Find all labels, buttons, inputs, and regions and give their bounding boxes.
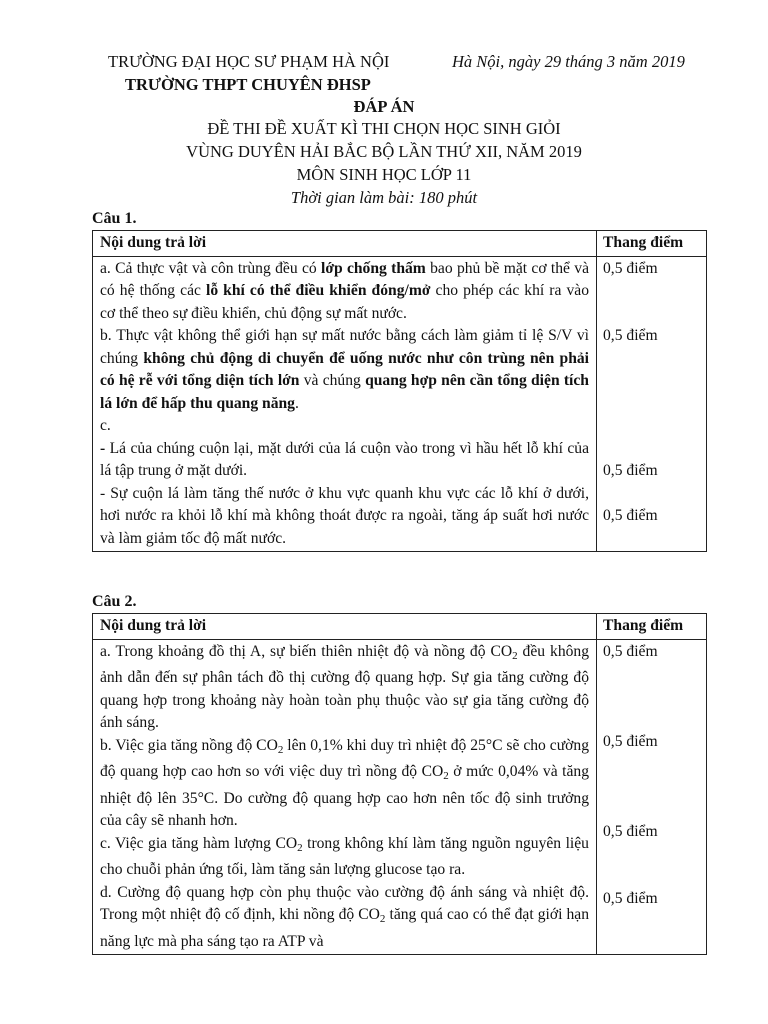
score-1b: 0,5 điểm — [603, 327, 658, 344]
content-column-header: Nội dung trả lời — [93, 231, 597, 257]
answer-1c-point-2: - Sự cuộn lá làm tăng thế nước ở khu vực quanh khu vực các lỗ khí ở dưới, hơi nước ra khỏi lỗ khí mà không thoát được ra ngoài, tăng áp suất hơi nước và làm giảm tốc độ mất nước. — [100, 484, 589, 547]
table-row — [93, 256, 707, 552]
table-header-row — [93, 614, 707, 640]
answer-2a: a. Trong khoảng đồ thị A, sự biến thiên nhiệt độ và nồng độ $CO_2$ đều không ảnh dẫn đến sự phân tách đồ thị cường độ quang hợp. Sự gia tăng cường độ quang hợp trong khoảng này hoàn toàn phụ thuộc vào sự gia tăng cường độ ánh sáng. — [100, 642, 590, 731]
score-2d: 0,5 điểm — [603, 890, 658, 907]
answer-1a: a. Cả thực vật và côn trùng đều có lớp chống thấm bao phủ bề mặt cơ thể và có hệ thống các lỗ khí có thể điều khiển đóng/mở cho phép các khí ra vào cơ thể theo sự điều khiển, chủ động sự mất nước. — [100, 259, 590, 322]
document-date: Hà Nội, ngày 29 tháng 3 năm 2019 — [452, 52, 685, 71]
score-2b: 0,5 điểm — [603, 732, 658, 750]
table-row — [93, 639, 707, 955]
score-2a: 0,5 điểm — [603, 642, 658, 660]
exam-subtitle: VÙNG DUYÊN HẢI BẮC BỘ LẦN THỨ XII, NĂM 2019 — [186, 142, 582, 161]
score-1c-b: 0,5 điểm — [603, 507, 658, 524]
score-column-header: Thang điểm — [597, 614, 707, 640]
answer-1b: b. Thực vật không thể giới hạn sự mất nước bằng cách làm giảm tỉ lệ S/V vì chúng không chủ động di chuyển để uống nước như côn trùng nên phải có hệ rễ với tổng diện tích lớn và chúng quang hợp nên cần tổng diện tích lá lớn để hấp thu quang năng. — [100, 327, 589, 412]
score-1c-a: 0,5 điểm — [603, 462, 658, 479]
score-cell — [597, 256, 707, 552]
university-name: TRƯỜNG ĐẠI HỌC SƯ PHẠM HÀ NỘI — [108, 52, 390, 71]
answer-2d: d. Cường độ quang hợp còn phụ thuộc vào cường độ ánh sáng và nhiệt độ. Trong một nhiệt độ cố định, khi nồng độ $CO_2$ tăng quá cao có thể đạt giới hạn năng lực mà pha sáng tạo ra ATP và — [100, 883, 590, 950]
answer-content-cell — [93, 639, 597, 955]
answer-1c-label: c. — [100, 417, 111, 434]
answer-content-cell — [93, 256, 597, 552]
subject-title: MÔN SINH HỌC LỚP 11 — [296, 165, 472, 184]
exam-duration: Thời gian làm bài: 180 phút — [290, 188, 478, 207]
question-1-table — [92, 230, 707, 552]
question-2-label: Câu 2. — [92, 593, 137, 610]
score-2c: 0,5 điểm — [603, 822, 658, 840]
answer-2c: c. Việc gia tăng hàm lượng $CO_2$ trong không khí làm tăng nguồn nguyên liệu cho chuỗi phản ứng tối, làm tăng sản lượng glucose tạo ra. — [100, 834, 589, 878]
table-header-row — [93, 231, 707, 257]
score-1a: 0,5 điểm — [603, 259, 658, 277]
content-column-header: Nội dung trả lời — [93, 614, 597, 640]
question-1-label: Câu 1. — [92, 210, 137, 227]
answer-1c-point-1: - Lá của chúng cuộn lại, mặt dưới của lá cuộn vào trong vì hầu hết lỗ khí của lá tập trung ở mặt dưới. — [100, 439, 589, 479]
answer-2b: b. Việc gia tăng nồng độ $CO_2$ lên 0,1% khi duy trì nhiệt độ 25°C sẽ cho cường độ quang hợp cao hơn so với việc duy trì nồng độ $CO_2$ ở mức 0,04% và tăng nhiệt độ lên 35°C. Do cường độ quang hợp cao hơn nên tốc độ sinh trưởng của cây sẽ nhanh hơn. — [100, 736, 589, 829]
answer-key-title: ĐÁP ÁN — [353, 97, 415, 116]
question-2-table — [92, 613, 707, 955]
score-cell — [597, 639, 707, 955]
score-column-header: Thang điểm — [597, 231, 707, 257]
exam-title: ĐỀ THI ĐỀ XUẤT KÌ THI CHỌN HỌC SINH GIỎI — [207, 119, 561, 138]
school-name: TRƯỜNG THPT CHUYÊN ĐHSP — [125, 75, 371, 94]
